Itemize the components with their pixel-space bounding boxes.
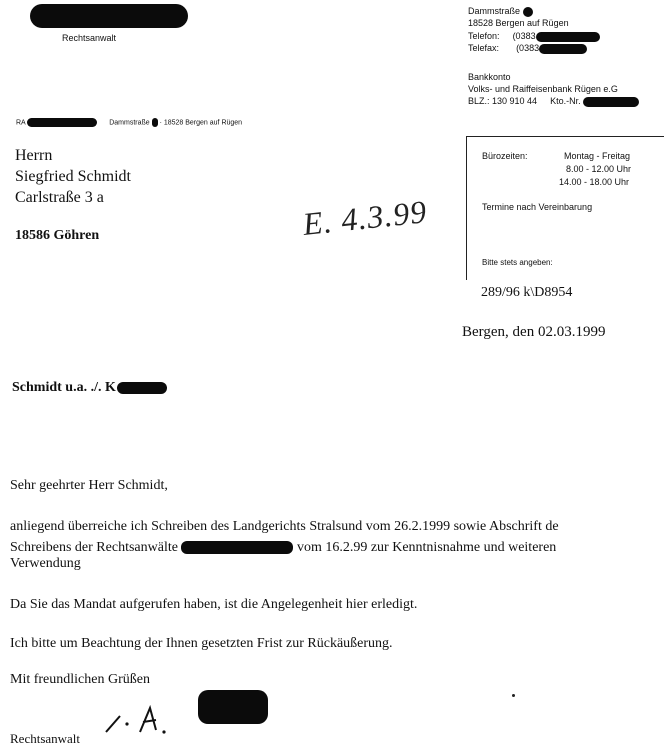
fax-label: Telefax:	[468, 43, 500, 53]
sender-street: Dammstraße	[109, 119, 150, 127]
bank-label: Bankkonto	[468, 72, 511, 82]
paragraph-1-line-2	[10, 540, 556, 556]
redacted-phone	[536, 32, 600, 42]
redacted-opponent	[117, 382, 167, 394]
recipient-name: Siegfried Schmidt	[15, 168, 131, 185]
paragraph-1-line-2b: vom 16.2.99 zur Kenntnisnahme und weiteren	[296, 540, 557, 555]
redacted-signature-name	[198, 690, 268, 724]
signature-title: Rechtsanwalt	[10, 731, 81, 746]
reference-box	[466, 228, 664, 280]
office-hours-days: Montag - Freitag	[564, 151, 631, 161]
letterhead-street-row	[468, 6, 533, 17]
redacted-fax	[539, 44, 587, 54]
phone-prefix: (0383	[512, 31, 536, 41]
bank-name: Volks- und Raiffeisenbank Rügen e.G	[468, 84, 618, 94]
office-hours-morning: 8.00 - 12.00 Uhr	[566, 164, 632, 174]
redacted-sender-number	[152, 118, 158, 127]
bank-blz: BLZ.: 130 910 44	[468, 96, 538, 106]
office-hours-appointments: Termine nach Vereinbarung	[482, 202, 593, 212]
office-hours-label: Bürozeiten:	[482, 151, 528, 161]
paragraph-2: Da Sie das Mandat aufgerufen haben, ist die Angelegenheit hier erledigt.	[10, 597, 418, 612]
letterhead-street: Dammstraße	[468, 6, 521, 16]
letterhead-city: 18528 Bergen auf Rügen	[468, 18, 569, 28]
redacted-other-lawyers	[181, 541, 293, 554]
redacted-lawyer-name	[30, 4, 188, 28]
redacted-house-number	[523, 7, 533, 17]
fax-prefix: (0383	[516, 43, 540, 53]
paragraph-3: Ich bitte um Beachtung der Ihnen gesetzten Frist zur Rückäußerung.	[10, 636, 393, 651]
letterhead-phone	[468, 31, 600, 42]
subject-line	[12, 380, 167, 396]
sender-line	[16, 118, 242, 127]
paragraph-1-line-1: anliegend überreiche ich Schreiben des Landgerichts Stralsund vom 26.2.1999 sowie Abschrift de	[10, 519, 559, 534]
recipient-street: Carlstraße 3 a	[15, 189, 104, 206]
scan-speck	[512, 694, 515, 697]
redacted-sender-name	[27, 118, 97, 127]
reference-note: Bitte stets angeben:	[482, 258, 553, 267]
paragraph-1-line-3: Verwendung	[10, 556, 81, 571]
bank-details	[468, 96, 639, 107]
bank-account-label: Kto.-Nr.	[550, 96, 581, 106]
recipient-city: 18586 Göhren	[15, 228, 100, 243]
phone-label: Telefon:	[468, 31, 500, 41]
letterhead-title: Rechtsanwalt	[62, 33, 117, 43]
recipient-salutation: Herrn	[15, 147, 53, 164]
paragraph-1-line-2a: Schreibens der Rechtsanwälte	[10, 540, 178, 555]
subject-text: Schmidt u.a. ./. K	[12, 380, 116, 395]
place-date: Bergen, den 02.03.1999	[462, 324, 606, 340]
handwritten-note: E. 4.3.99	[301, 193, 429, 243]
closing: Mit freundlichen Grüßen	[10, 672, 150, 687]
sender-prefix: RA	[16, 119, 26, 127]
greeting: Sehr geehrter Herr Schmidt,	[10, 478, 168, 493]
signature-scribble	[98, 702, 178, 742]
office-hours-afternoon: 14.00 - 18.00 Uhr	[559, 177, 630, 187]
sender-city: · 18528 Bergen auf Rügen	[159, 119, 243, 127]
reference-number: 289/96 k\D8954	[481, 285, 573, 300]
redacted-account-number	[583, 97, 639, 107]
letterhead-fax	[468, 43, 587, 54]
